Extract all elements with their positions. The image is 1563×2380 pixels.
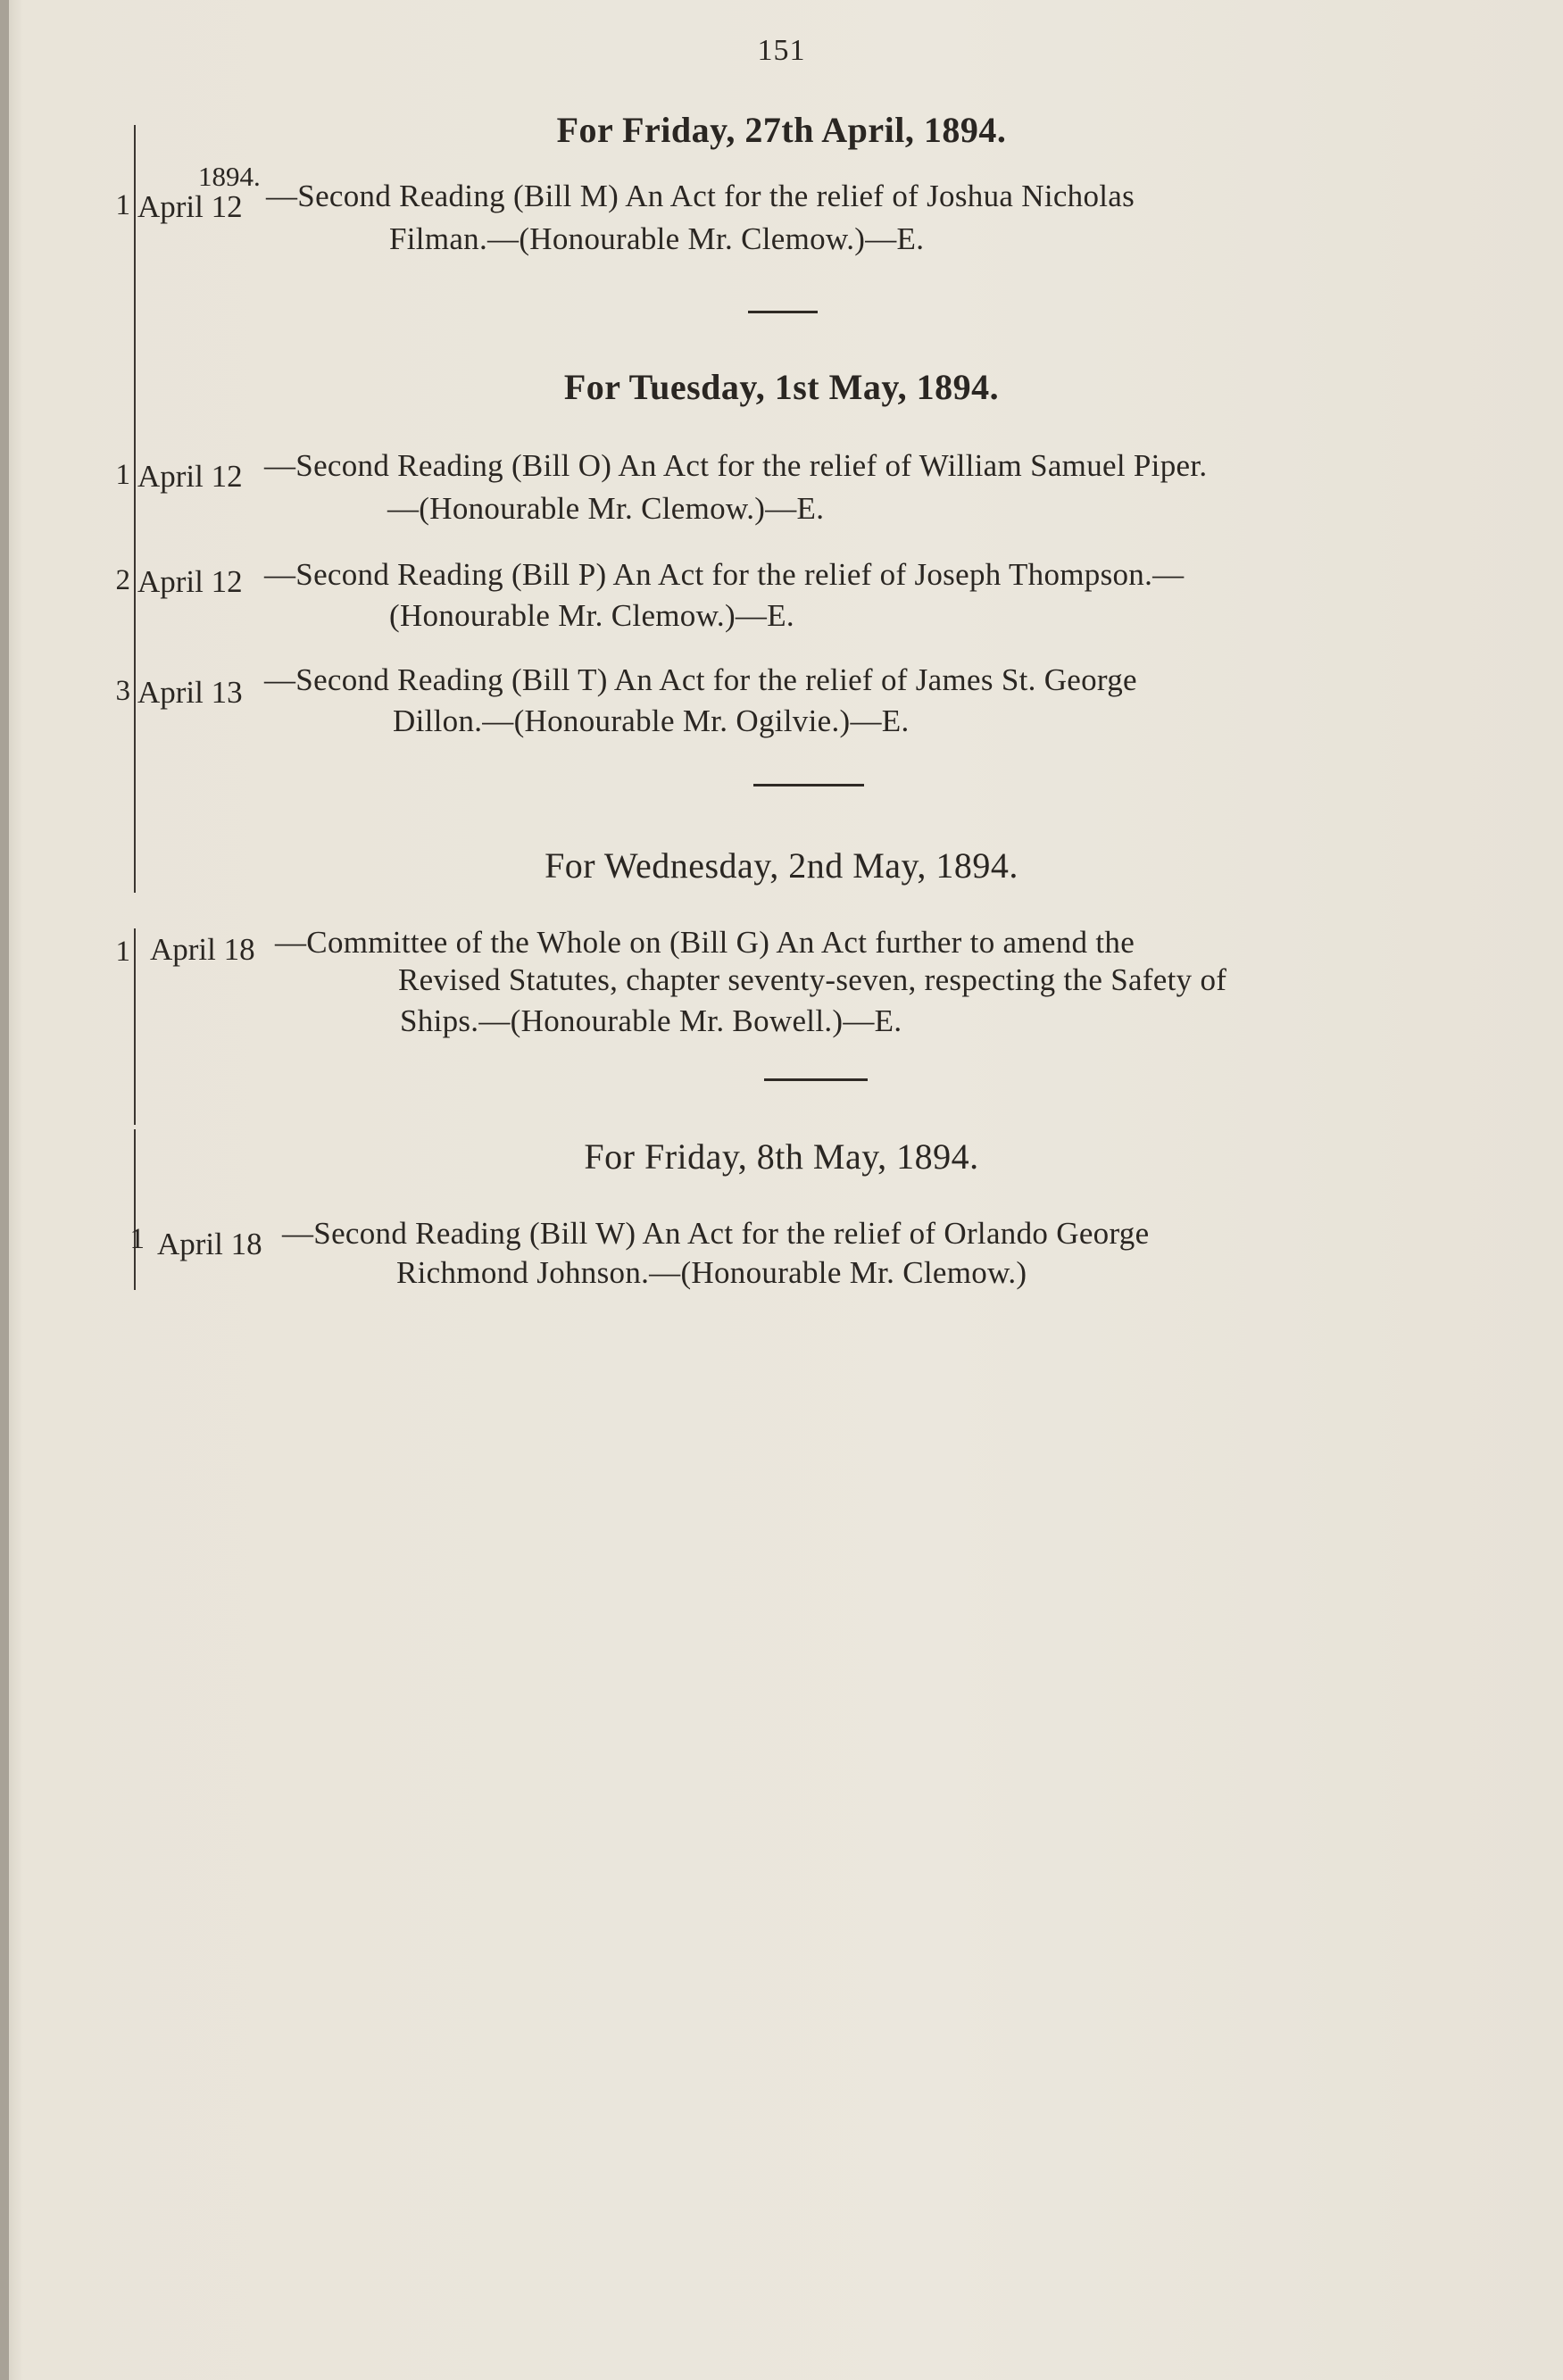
year-label: 1894. [198, 161, 261, 192]
entry-text-line-1: —Second Reading (Bill T) An Act for the relief of James St. George [264, 662, 1137, 697]
entry-date: April 18 [150, 932, 255, 967]
entry-text-line-1: —Second Reading (Bill P) An Act for the relief of Joseph Thompson.— [264, 557, 1185, 592]
entry-date: April 18 [157, 1227, 262, 1261]
entry-number: 1 [115, 936, 130, 968]
entry-date: April 12 [137, 189, 243, 224]
section-heading-friday-8th-may: For Friday, 8th May, 1894. [584, 1136, 979, 1177]
section-heading-wednesday-2nd-may: For Wednesday, 2nd May, 1894. [545, 845, 1018, 886]
entry-date: April 12 [137, 564, 243, 599]
entry-number: 2 [115, 564, 130, 596]
entry-text-line-1: —Committee of the Whole on (Bill G) An Act further to amend the [275, 925, 1135, 960]
section-heading-friday-27th-april: For Friday, 27th April, 1894. [556, 110, 1007, 150]
entry-text-line-1: —Second Reading (Bill O) An Act for the relief of William Samuel Piper. [264, 448, 1208, 483]
entry-date: April 13 [137, 675, 243, 710]
entry-number: 1 [115, 189, 130, 221]
page-number: 151 [757, 34, 806, 67]
book-spine-shadow [0, 0, 9, 2380]
entry-text-line-2: Dillon.—(Honourable Mr. Ogilvie.)—E. [393, 703, 910, 738]
entry-text-line-2: —(Honourable Mr. Clemow.)—E. [387, 491, 825, 526]
section-heading-tuesday-1st-may: For Tuesday, 1st May, 1894. [563, 367, 1000, 407]
margin-rule-middle [134, 928, 136, 1125]
entry-text-line-2: (Honourable Mr. Clemow.)—E. [389, 598, 794, 633]
entry-number: 3 [115, 675, 130, 707]
entry-text-line-3: Ships.—(Honourable Mr. Bowell.)—E. [400, 1003, 902, 1038]
entry-date: April 12 [137, 459, 243, 494]
entry-text-line-2: Richmond Johnson.—(Honourable Mr. Clemow.) [396, 1255, 1027, 1290]
entry-number: 1 [115, 459, 130, 491]
entry-text-line-1: —Second Reading (Bill M) An Act for the relief of Joshua Nicholas [266, 179, 1135, 213]
section-separator [753, 784, 864, 786]
margin-rule-upper [134, 125, 136, 893]
entry-text-line-2: Filman.—(Honourable Mr. Clemow.)—E. [389, 221, 925, 256]
entry-text-line-1: —Second Reading (Bill W) An Act for the relief of Orlando George [282, 1216, 1150, 1251]
section-separator [748, 311, 818, 313]
entry-number: 1 [129, 1223, 145, 1255]
entry-text-line-2: Revised Statutes, chapter seventy-seven, respecting the Safety of [398, 962, 1227, 997]
section-separator [764, 1078, 868, 1081]
